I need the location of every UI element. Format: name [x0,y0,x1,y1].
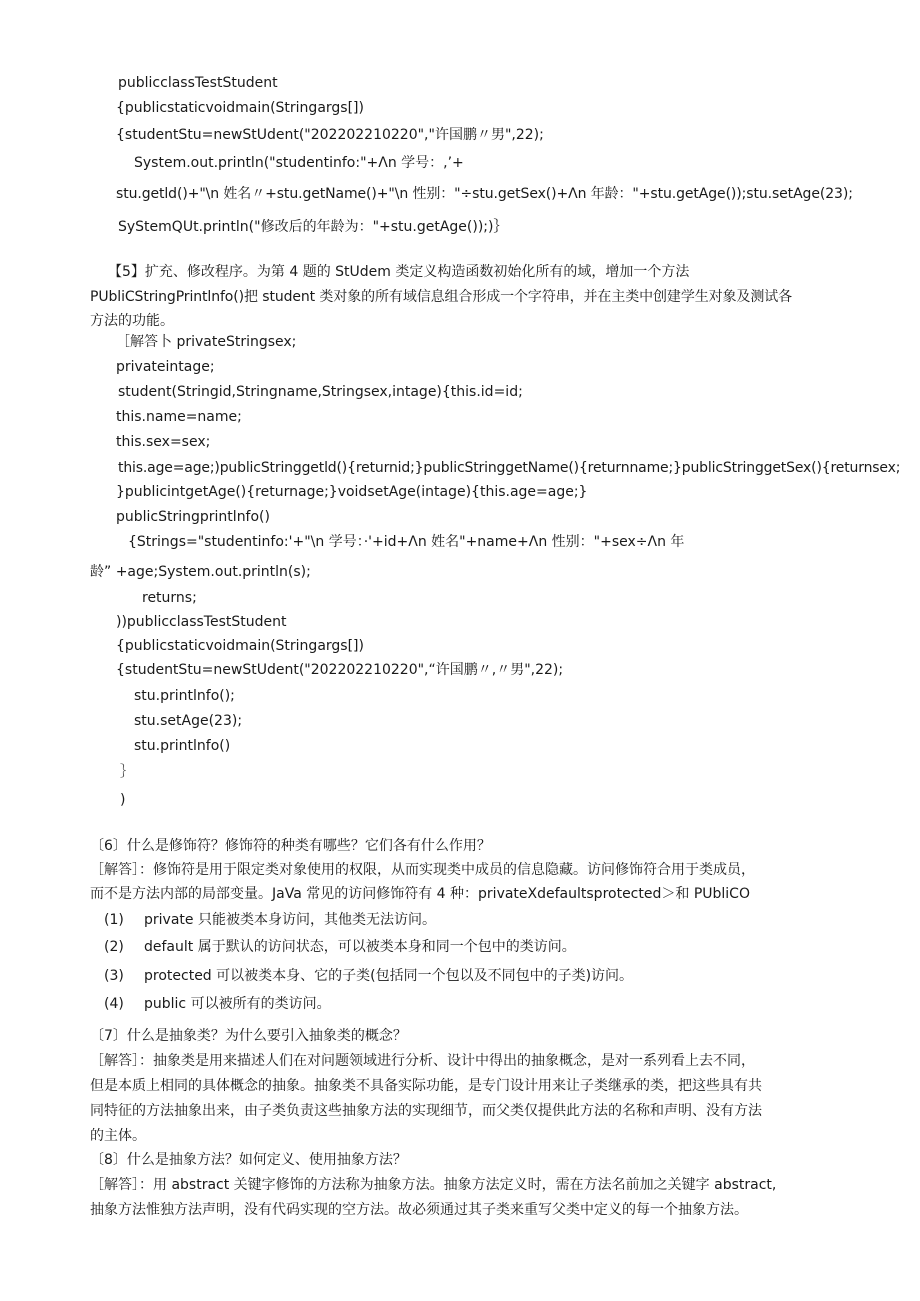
code-line: {studentStu=newStUdent("202202210220","许国鹏〃男",22); [116,127,544,143]
code-line: this.sex=sex; [116,434,211,450]
question-7-answer: 的主体。 [90,1128,146,1144]
code-line: {Strings="studentinfo:'+"\n 学号：·'+id+Λn 姓名"+name+Λn 性别："+sex÷Λn 年 [128,534,685,550]
code-line: stu.printlnfo() [134,738,231,754]
list-item-text: protected 可以被类本身、它的子类(包括同一个包以及不同包中的子类)访问。 [144,968,634,984]
list-item-number: (1) [104,912,124,928]
code-line: publicStringprintlnfo() [116,509,270,525]
question-7-answer: 同特征的方法抽象出来，由子类负责这些抽象方法的实现细节，而父类仅提供此方法的名称和声明、没有方法 [90,1103,762,1119]
code-line: 龄” +age;System.out.println(s); [90,564,311,580]
code-line: this.name=name; [116,409,242,425]
list-item-number: (4) [104,996,124,1012]
code-line: }publicintgetAge(){returnage;}voidsetAge(intage){this.age=age;} [116,484,588,500]
question-7-title: 〔7〕什么是抽象类？为什么要引入抽象类的概念？ [90,1028,407,1044]
code-line: returns; [142,590,197,606]
list-item-text: private 只能被类本身访问，其他类无法访问。 [144,912,436,928]
question-5-line: 方法的功能。 [90,313,174,329]
code-line: SyStemQUt.println("修改后的年龄为："+stu.getAge());)｝ [118,219,508,235]
list-item-number: (3) [104,968,124,984]
question-5-line: PUbliCStringPrintlnfo()把 student 类对象的所有域信息组合形成一个字符串，并在主类中创建学生对象及测试各 [90,289,793,305]
question-7-answer: 但是本质上相同的具体概念的抽象。抽象类不具备实际功能，是专门设计用来让子类继承的类，把这些具有共 [90,1078,762,1094]
code-line: student(Stringid,Stringname,Stringsex,intage){this.id=id; [118,384,523,400]
code-line: stu.getld()+"\n 姓名〃+stu.getName()+"\n 性别："÷stu.getSex()+Λn 年龄："+stu.getAge());stu.setAge(23); [116,186,853,202]
code-line: stu.setAge(23); [134,713,243,729]
list-item-text: public 可以被所有的类访问。 [144,996,331,1012]
code-line: ))publicclassTestStudent [116,614,287,630]
question-6-answer: 而不是方法内部的局部变量。JaVa 常见的访问修饰符有 4 种：privateXdefaultsprotected＞和 PUbliCO [90,886,750,902]
code-line: stu.printlnfo(); [134,688,235,704]
question-5-line: 【5】扩充、修改程序。为第 4 题的 StUdem 类定义构造函数初始化所有的域，增加一个方法 [108,264,690,280]
code-line: privateintage; [116,359,215,375]
question-6-answer: ［解答］：修饰符是用于限定类对象使用的权限，从而实现类中成员的信息隐藏。访问修饰符合用于类成员， [90,862,755,878]
code-line: {studentStu=newStUdent("202202210220",“许国鹏〃,〃男",22); [116,662,564,678]
question-8-title: 〔8〕什么是抽象方法？如何定义、使用抽象方法？ [90,1152,407,1168]
code-line: publicclassTestStudent [118,75,278,91]
code-line: {publicstaticvoidmain(Stringargs[]) [116,100,364,116]
list-item-text: default 属于默认的访问状态，可以被类本身和同一个包中的类访问。 [144,939,576,955]
question-8-answer: 抽象方法惟独方法声明，没有代码实现的空方法。故必须通过其子类来重写父类中定义的每一个抽象方法。 [90,1202,748,1218]
code-line: ｝ [120,764,134,780]
question-8-answer: ［解答］：用 abstract 关键字修饰的方法称为抽象方法。抽象方法定义时，需在方法名前加之关键字 abstract, [90,1177,777,1193]
code-line: {publicstaticvoidmain(Stringargs[]) [116,638,364,654]
question-7-answer: ［解答］：抽象类是用来描述人们在对问题领域进行分析、设计中得出的抽象概念，是对一系列看上去不同， [90,1053,755,1069]
code-line: System.out.println("studentinfo:"+Λn 学号：,’+ [134,155,464,171]
code-line: ［解答卜 privateStringsex; [116,334,297,350]
code-line: ) [120,792,126,808]
list-item-number: (2) [104,939,124,955]
question-6-title: 〔6〕什么是修饰符？修饰符的种类有哪些？它们各有什么作用？ [90,838,491,854]
code-line: this.age=age;)publicStringgetld(){returnid;}publicStringgetName(){returnname;}publicStringgetSex(){returnsex; [118,460,901,476]
